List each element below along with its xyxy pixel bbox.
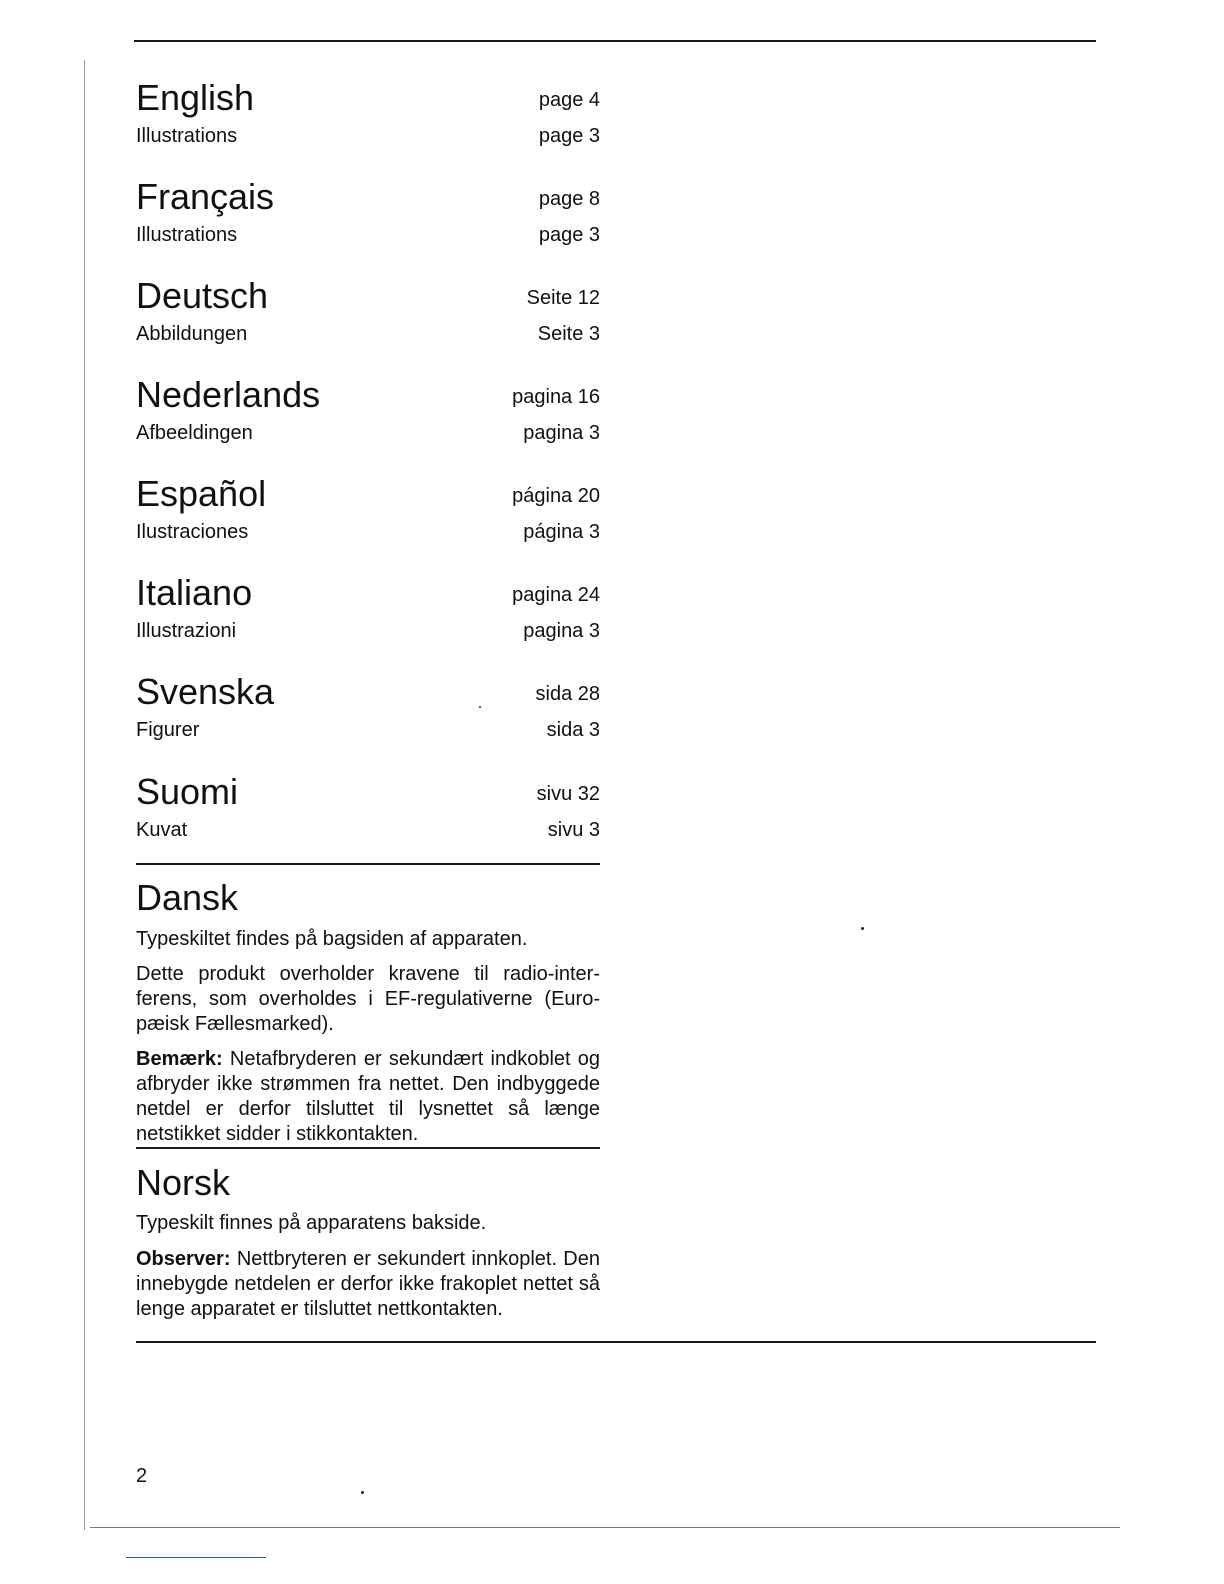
toc-language-page: pagina 24 (512, 584, 600, 606)
toc-entry-nederlands (136, 374, 600, 415)
toc-sub-svenska (136, 718, 600, 748)
toc-sub-page: page 3 (538, 224, 600, 246)
bottom-rule (136, 1341, 1096, 1343)
toc-language-page: page 8 (538, 188, 600, 210)
dansk-paragraph-1: Typeskiltet findes på bagsiden af apparaten. (136, 928, 528, 950)
scan-underline (126, 1557, 266, 1558)
toc-sub-page: page 3 (538, 125, 600, 147)
toc-sub-suomi (136, 818, 600, 848)
toc-sub-label: Abbildungen (136, 323, 248, 345)
scan-edge-left (84, 60, 85, 1530)
scan-edge-bottom (90, 1527, 1120, 1528)
toc-sub-espanol (136, 520, 600, 550)
toc-sub-francais (136, 223, 600, 253)
toc-sub-italiano (136, 619, 600, 649)
toc-sub-deutsch (136, 322, 600, 352)
toc-sub-label: Figurer (136, 719, 200, 741)
toc-language-title: Français (136, 176, 275, 217)
toc-sub-page: pagina 3 (523, 422, 600, 444)
norsk-note-text: Nettbryteren er sekundert innkoplet. Den innebygde netdelen er derfor ikke frakoplet nettet så lenge apparatet er tilsluttet nettkontakten. (136, 1248, 600, 1320)
toc-language-title: Deutsch (136, 275, 269, 316)
dansk-title: Dansk (136, 877, 239, 918)
toc-entry-svenska (136, 671, 600, 712)
toc-sub-label: Ilustraciones (136, 521, 249, 543)
toc-entry-english (136, 77, 600, 118)
toc-sub-label: Illustrazioni (136, 620, 237, 642)
toc-sub-label: Illustrations (136, 224, 238, 246)
toc-language-page: sivu 32 (536, 783, 600, 805)
dansk-note-text: Netafbryderen er sekundært indkoblet og afbryder ikke strømmen fra nettet. Den indbyggede netdel er derfor tilsluttet til lysnettet så længe netstikket sidder i stikkontakten. (136, 1048, 601, 1145)
toc-sub-page: pagina 3 (523, 620, 600, 642)
toc-entry-italiano (136, 572, 600, 613)
toc-sub-page: sivu 3 (547, 819, 600, 841)
page-number: 2 (136, 1465, 148, 1487)
toc-sub-nederlands (136, 421, 600, 451)
scan-dot (479, 706, 481, 708)
toc-entry-suomi (136, 771, 600, 812)
norsk-title: Norsk (136, 1162, 231, 1203)
toc-language-page: page 4 (538, 89, 600, 111)
toc-language-title: Suomi (136, 771, 239, 812)
dansk-note-label: Bemærk: (136, 1048, 223, 1070)
dansk-end-rule (136, 1147, 600, 1149)
toc-language-page: Seite 12 (526, 287, 600, 309)
toc-entry-espanol (136, 473, 600, 514)
toc-language-title: Nederlands (136, 374, 321, 415)
norsk-paragraph-1: Typeskilt finnes på apparatens bakside. (136, 1212, 487, 1234)
toc-sub-page: sida 3 (546, 719, 600, 741)
toc-sub-page: página 3 (523, 521, 600, 543)
toc-entry-deutsch (136, 275, 600, 316)
top-rule (134, 40, 1096, 42)
toc-language-title: Italiano (136, 572, 253, 613)
norsk-note-label: Observer: (136, 1248, 231, 1270)
toc-language-page: pagina 16 (512, 386, 600, 408)
toc-sub-english (136, 124, 600, 154)
norsk-note (136, 1247, 600, 1322)
toc-entry-francais (136, 176, 600, 217)
scan-dot (361, 1491, 364, 1494)
toc-language-page: sida 28 (535, 683, 600, 705)
toc-sub-label: Illustrations (136, 125, 238, 147)
toc-sub-label: Afbeeldingen (136, 422, 253, 444)
toc-end-rule (136, 863, 600, 865)
dansk-paragraph-2: Dette produkt overholder kravene til radio-interferens, som overholdes i EF-regulativerne (Europæisk Fællesmarked). (136, 963, 600, 1035)
toc-language-title: Svenska (136, 671, 275, 712)
toc-language-page: página 20 (512, 485, 600, 507)
toc-sub-page: Seite 3 (537, 323, 600, 345)
toc-sub-label: Kuvat (136, 819, 188, 841)
toc-language-title: Español (136, 473, 267, 514)
toc-language-title: English (136, 77, 255, 118)
dansk-note (136, 1047, 600, 1147)
scan-dot (861, 927, 864, 930)
